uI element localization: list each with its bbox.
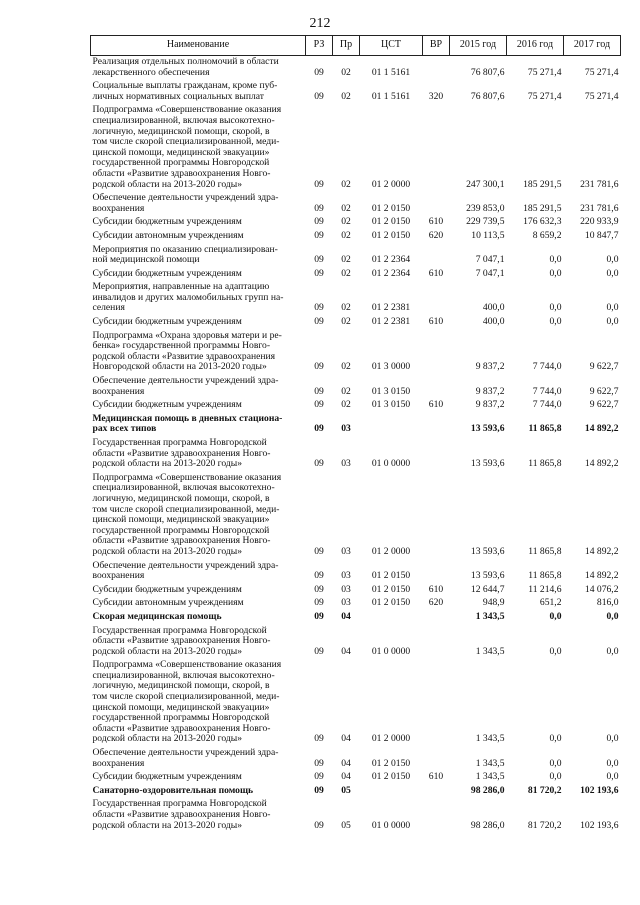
cell-2017: 0,0 bbox=[606, 733, 619, 745]
cell-name: Обеспечение деятельности учреждений здра- воохранения bbox=[92, 192, 279, 214]
cell-vr bbox=[423, 659, 450, 747]
cell-name: Обеспечение деятельности учреждений здра- воохранения bbox=[92, 559, 279, 582]
cell-2016: 176 632,3 bbox=[523, 216, 562, 228]
cell-vr bbox=[423, 437, 450, 472]
column-header-2017: 2017 год bbox=[564, 36, 621, 56]
table-row bbox=[91, 625, 621, 660]
cell-2017: 9 622,7 bbox=[589, 399, 619, 411]
cell-2017: 14 076,2 bbox=[584, 583, 619, 595]
table-row bbox=[91, 560, 621, 584]
cell-pr: 05 bbox=[341, 819, 351, 831]
cell-name: Подпрограмма «Совершенствование оказания специализированной, включая высокотехно- логичную, медицинской помощи, скорой, в том числе скорой специализированной, меди- цинской помощи, медицинской эвакуации» государственной программы Новгородской области «Развитие здравоохранения Новго- родской области на 2013-2020 годы» bbox=[92, 104, 282, 190]
cell-2015: 948,9 bbox=[482, 597, 505, 609]
cell-2016: 0,0 bbox=[549, 733, 562, 745]
cell-vr: 620 bbox=[428, 597, 444, 609]
table-row bbox=[91, 472, 621, 560]
cell-rz: 09 bbox=[314, 771, 324, 783]
cell-cst bbox=[360, 413, 423, 437]
cell-rz: 09 bbox=[314, 458, 324, 470]
cell-rz: 09 bbox=[314, 583, 324, 595]
cell-name: Субсидии бюджетным учреждениям bbox=[92, 267, 242, 279]
table-row bbox=[91, 399, 621, 413]
cell-2017: 0,0 bbox=[606, 316, 619, 328]
cell-pr: 02 bbox=[341, 361, 351, 373]
cell-rz: 09 bbox=[314, 570, 324, 582]
cell-rz: 09 bbox=[314, 423, 324, 435]
cell-2015: 400,0 bbox=[482, 302, 505, 314]
cell-2017: 9 622,7 bbox=[589, 385, 619, 397]
cell-rz: 09 bbox=[314, 645, 324, 657]
cell-pr: 02 bbox=[341, 302, 351, 314]
table-row bbox=[91, 747, 621, 771]
cell-2017: 0,0 bbox=[606, 302, 619, 314]
cell-vr bbox=[423, 560, 450, 584]
cell-rz: 09 bbox=[314, 229, 324, 241]
cell-vr bbox=[423, 56, 450, 81]
cell-2016: 0,0 bbox=[549, 254, 562, 266]
cell-name: Государственная программа Новгородской области «Развитие здравоохранения Новго- родской области на 2013-2020 годы» bbox=[92, 437, 271, 470]
cell-rz: 09 bbox=[314, 757, 324, 769]
cell-cst: 01 2 0150 bbox=[371, 597, 411, 609]
table-row bbox=[91, 56, 621, 81]
cell-2016: 651,2 bbox=[539, 597, 562, 609]
cell-pr: 02 bbox=[341, 90, 351, 102]
cell-pr: 02 bbox=[341, 385, 351, 397]
cell-cst: 01 2 0000 bbox=[371, 545, 411, 557]
cell-2016: 81 720,2 bbox=[527, 784, 562, 796]
cell-2017: 220 933,9 bbox=[580, 216, 619, 228]
cell-2017: 0,0 bbox=[606, 645, 619, 657]
cell-cst: 01 2 2364 bbox=[371, 254, 411, 266]
cell-2016: 8 659,2 bbox=[532, 229, 562, 241]
cell-pr: 03 bbox=[341, 597, 351, 609]
table-row bbox=[91, 659, 621, 747]
cell-2016: 7 744,0 bbox=[532, 399, 562, 411]
table-row bbox=[91, 216, 621, 230]
cell-2015: 13 593,6 bbox=[470, 570, 505, 582]
cell-name: Обеспечение деятельности учреждений здра- воохранения bbox=[92, 375, 279, 397]
cell-pr: 03 bbox=[341, 545, 351, 557]
cell-2017: 75 271,4 bbox=[584, 90, 619, 102]
table-row bbox=[91, 316, 621, 330]
cell-vr bbox=[423, 611, 450, 625]
cell-name: Скорая медицинская помощь bbox=[92, 610, 222, 622]
cell-name: Субсидии бюджетным учреждениям bbox=[92, 399, 242, 411]
cell-2015: 13 593,6 bbox=[470, 458, 505, 470]
cell-cst: 01 0 0000 bbox=[371, 819, 411, 831]
cell-name: Реализация отдельных полномочий в области лекарственного обеспечения bbox=[92, 56, 279, 78]
cell-name: Санаторно-оздоровительная помощь bbox=[92, 784, 254, 796]
cell-2017: 0,0 bbox=[606, 610, 619, 622]
cell-rz: 09 bbox=[314, 216, 324, 228]
cell-2015: 1 343,5 bbox=[475, 757, 505, 769]
table-row bbox=[91, 785, 621, 799]
cell-pr: 03 bbox=[341, 458, 351, 470]
table-row bbox=[91, 437, 621, 472]
cell-2017: 75 271,4 bbox=[584, 66, 619, 78]
cell-name: Субсидии бюджетным учреждениям bbox=[92, 316, 242, 328]
cell-2015: 247 300,1 bbox=[466, 178, 505, 190]
cell-vr bbox=[423, 104, 450, 192]
cell-2015: 1 343,5 bbox=[475, 733, 505, 745]
cell-2016: 7 744,0 bbox=[532, 385, 562, 397]
table-row bbox=[91, 584, 621, 598]
cell-cst: 01 2 0150 bbox=[371, 216, 411, 228]
cell-cst: 01 3 0150 bbox=[371, 399, 411, 411]
cell-2015: 9 837,2 bbox=[475, 385, 505, 397]
cell-cst: 01 0 0000 bbox=[371, 458, 411, 470]
cell-vr: 610 bbox=[428, 316, 444, 328]
cell-vr: 610 bbox=[428, 771, 444, 783]
cell-2015: 1 343,5 bbox=[475, 645, 505, 657]
cell-vr bbox=[423, 785, 450, 799]
cell-2017: 14 892,2 bbox=[584, 458, 619, 470]
cell-2017: 816,0 bbox=[596, 597, 619, 609]
cell-2015: 229 739,5 bbox=[466, 216, 505, 228]
cell-2017: 102 193,6 bbox=[580, 819, 619, 831]
cell-2015: 239 853,0 bbox=[466, 202, 505, 214]
table-row bbox=[91, 597, 621, 611]
cell-cst bbox=[360, 611, 423, 625]
cell-2017: 102 193,6 bbox=[580, 784, 619, 796]
cell-pr: 03 bbox=[341, 583, 351, 595]
cell-2017: 231 781,6 bbox=[580, 178, 619, 190]
cell-pr: 05 bbox=[341, 784, 351, 796]
cell-2017: 231 781,6 bbox=[580, 202, 619, 214]
cell-name: Государственная программа Новгородской области «Развитие здравоохранения Новго- родской области на 2013-2020 годы» bbox=[92, 798, 271, 831]
cell-2016: 11 865,8 bbox=[528, 570, 562, 582]
cell-vr bbox=[423, 192, 450, 216]
cell-name: Мероприятия по оказанию специализирован- ной медицинской помощи bbox=[92, 243, 278, 266]
cell-name: Субсидии бюджетным учреждениям bbox=[92, 216, 242, 228]
column-header-2015: 2015 год bbox=[450, 36, 507, 56]
page-number: 212 bbox=[309, 16, 331, 31]
cell-2016: 185 291,5 bbox=[523, 178, 562, 190]
cell-2015: 13 593,6 bbox=[470, 545, 505, 557]
budget-table bbox=[90, 35, 621, 833]
cell-vr bbox=[423, 472, 450, 560]
cell-vr bbox=[423, 625, 450, 660]
cell-name: Государственная программа Новгородской области «Развитие здравоохранения Новго- родской области на 2013-2020 годы» bbox=[92, 624, 271, 657]
cell-2017: 14 892,2 bbox=[584, 570, 619, 582]
cell-2017: 9 622,7 bbox=[589, 361, 619, 373]
cell-cst: 01 2 0150 bbox=[371, 583, 411, 595]
cell-2015: 9 837,2 bbox=[475, 361, 505, 373]
cell-2015: 76 807,6 bbox=[470, 66, 505, 78]
cell-2016: 11 865,8 bbox=[528, 545, 562, 557]
cell-name: Субсидии автономным учреждениям bbox=[92, 597, 244, 609]
column-header-name: Наименование bbox=[91, 36, 306, 56]
cell-vr bbox=[423, 375, 450, 399]
cell-2016: 75 271,4 bbox=[527, 66, 562, 78]
cell-2015: 7 047,1 bbox=[475, 267, 505, 279]
cell-2015: 400,0 bbox=[482, 316, 505, 328]
cell-cst: 01 1 5161 bbox=[371, 66, 411, 78]
cell-name: Медицинская помощь в дневных стациона- рах всех типов bbox=[92, 412, 283, 435]
cell-vr bbox=[423, 798, 450, 833]
cell-vr: 610 bbox=[428, 583, 444, 595]
cell-2016: 185 291,5 bbox=[523, 202, 562, 214]
cell-2015: 13 593,6 bbox=[470, 423, 505, 435]
cell-2015: 7 047,1 bbox=[475, 254, 505, 266]
cell-pr: 02 bbox=[341, 178, 351, 190]
cell-2015: 1 343,5 bbox=[475, 610, 505, 622]
cell-pr: 04 bbox=[341, 733, 351, 745]
table-row bbox=[91, 244, 621, 268]
table-row bbox=[91, 281, 621, 316]
cell-pr: 03 bbox=[341, 570, 351, 582]
cell-vr bbox=[423, 281, 450, 316]
table-row bbox=[91, 413, 621, 437]
cell-pr: 02 bbox=[341, 66, 351, 78]
cell-pr: 02 bbox=[341, 267, 351, 279]
cell-pr: 04 bbox=[341, 645, 351, 657]
cell-2016: 0,0 bbox=[549, 267, 562, 279]
cell-cst: 01 2 0000 bbox=[371, 733, 411, 745]
table-row bbox=[91, 192, 621, 216]
cell-name: Субсидии бюджетным учреждениям bbox=[92, 771, 242, 783]
cell-name: Субсидии бюджетным учреждениям bbox=[92, 583, 242, 595]
cell-vr: 610 bbox=[428, 216, 444, 228]
cell-2017: 14 892,2 bbox=[584, 423, 619, 435]
cell-cst: 01 2 0150 bbox=[371, 757, 411, 769]
cell-rz: 09 bbox=[314, 90, 324, 102]
cell-rz: 09 bbox=[314, 399, 324, 411]
cell-2015: 12 644,7 bbox=[470, 583, 505, 595]
cell-2016: 0,0 bbox=[549, 771, 562, 783]
cell-cst: 01 3 0150 bbox=[371, 385, 411, 397]
column-header-2016: 2016 год bbox=[507, 36, 564, 56]
cell-2016: 0,0 bbox=[549, 610, 562, 622]
cell-2016: 81 720,2 bbox=[527, 819, 562, 831]
cell-2016: 11 865,8 bbox=[528, 458, 562, 470]
cell-2016: 0,0 bbox=[549, 645, 562, 657]
cell-2016: 11 214,6 bbox=[528, 583, 562, 595]
cell-2016: 11 865,8 bbox=[528, 423, 562, 435]
table-row bbox=[91, 104, 621, 192]
table-row bbox=[91, 80, 621, 104]
column-header-pr: Пр bbox=[333, 36, 360, 56]
table-row bbox=[91, 230, 621, 244]
cell-pr: 02 bbox=[341, 229, 351, 241]
cell-rz: 09 bbox=[314, 610, 324, 622]
cell-vr: 320 bbox=[428, 90, 444, 102]
cell-2017: 0,0 bbox=[606, 771, 619, 783]
cell-rz: 09 bbox=[314, 819, 324, 831]
cell-pr: 02 bbox=[341, 399, 351, 411]
cell-vr bbox=[423, 244, 450, 268]
cell-2016: 0,0 bbox=[549, 302, 562, 314]
cell-rz: 09 bbox=[314, 254, 324, 266]
cell-2016: 0,0 bbox=[549, 316, 562, 328]
cell-cst: 01 2 2381 bbox=[371, 316, 411, 328]
cell-vr: 610 bbox=[428, 399, 444, 411]
table-row bbox=[91, 375, 621, 399]
cell-rz: 09 bbox=[314, 267, 324, 279]
cell-2017: 10 847,7 bbox=[584, 229, 619, 241]
cell-2015: 98 286,0 bbox=[470, 784, 505, 796]
table-row bbox=[91, 330, 621, 375]
column-header-vr: ВР bbox=[423, 36, 450, 56]
table-header-row bbox=[91, 36, 621, 56]
cell-cst: 01 2 2381 bbox=[371, 302, 411, 314]
cell-rz: 09 bbox=[314, 597, 324, 609]
cell-rz: 09 bbox=[314, 66, 324, 78]
cell-2015: 98 286,0 bbox=[470, 819, 505, 831]
cell-name: Подпрограмма «Совершенствование оказания специализированной, включая высокотехно- логичную, медицинской помощи, скорой, в том числе скорой специализированной, меди- цинской помощи, медицинской эвакуации» государственной программы Новгородской области «Развитие здравоохранения Новго- родской области на 2013-2020 годы» bbox=[92, 471, 282, 557]
cell-vr bbox=[423, 747, 450, 771]
cell-name: Субсидии автономным учреждениям bbox=[92, 229, 244, 241]
cell-2017: 14 892,2 bbox=[584, 545, 619, 557]
cell-2016: 7 744,0 bbox=[532, 361, 562, 373]
cell-cst: 01 2 0000 bbox=[371, 178, 411, 190]
cell-vr: 620 bbox=[428, 229, 444, 241]
cell-2016: 0,0 bbox=[549, 757, 562, 769]
cell-rz: 09 bbox=[314, 545, 324, 557]
cell-vr bbox=[423, 413, 450, 437]
column-header-rz: РЗ bbox=[306, 36, 333, 56]
cell-rz: 09 bbox=[314, 784, 324, 796]
cell-cst: 01 2 0150 bbox=[371, 229, 411, 241]
cell-2015: 9 837,2 bbox=[475, 399, 505, 411]
cell-rz: 09 bbox=[314, 385, 324, 397]
cell-name: Подпрограмма «Совершенствование оказания специализированной, включая высокотехно- логичную, медицинской помощи, скорой, в том числе скорой специализированной, меди- цинской помощи, медицинской эвакуации» государственной программы Новгородской области «Развитие здравоохранения Новго- родской области на 2013-2020 годы» bbox=[92, 659, 282, 745]
cell-rz: 09 bbox=[314, 178, 324, 190]
cell-2015: 76 807,6 bbox=[470, 90, 505, 102]
cell-vr bbox=[423, 330, 450, 375]
cell-name: Обеспечение деятельности учреждений здра- воохранения bbox=[92, 747, 279, 769]
table-row bbox=[91, 611, 621, 625]
cell-rz: 09 bbox=[314, 302, 324, 314]
table-body bbox=[91, 56, 621, 834]
cell-pr: 04 bbox=[341, 757, 351, 769]
cell-cst bbox=[360, 785, 423, 799]
cell-cst: 01 2 0150 bbox=[371, 202, 411, 214]
cell-rz: 09 bbox=[314, 733, 324, 745]
cell-2017: 0,0 bbox=[606, 757, 619, 769]
cell-2017: 0,0 bbox=[606, 254, 619, 266]
cell-rz: 09 bbox=[314, 316, 324, 328]
table-row bbox=[91, 798, 621, 833]
cell-rz: 09 bbox=[314, 202, 324, 214]
cell-name: Социальные выплаты гражданам, кроме пуб- личных нормативных социальных выплат bbox=[92, 80, 278, 102]
cell-cst: 01 2 0150 bbox=[371, 771, 411, 783]
cell-pr: 02 bbox=[341, 202, 351, 214]
cell-pr: 02 bbox=[341, 254, 351, 266]
cell-cst: 01 3 0000 bbox=[371, 361, 411, 373]
table-row bbox=[91, 268, 621, 282]
table-row bbox=[91, 771, 621, 785]
cell-2017: 0,0 bbox=[606, 267, 619, 279]
cell-2016: 75 271,4 bbox=[527, 90, 562, 102]
cell-pr: 03 bbox=[341, 423, 351, 435]
cell-rz: 09 bbox=[314, 361, 324, 373]
cell-2015: 10 113,5 bbox=[471, 229, 505, 241]
cell-cst: 01 2 0150 bbox=[371, 570, 411, 582]
cell-pr: 04 bbox=[341, 771, 351, 783]
cell-pr: 02 bbox=[341, 216, 351, 228]
cell-name: Мероприятия, направленные на адаптацию инвалидов и других маломобильных групп на- селения bbox=[92, 281, 284, 314]
cell-pr: 04 bbox=[341, 610, 351, 622]
cell-cst: 01 2 2364 bbox=[371, 267, 411, 279]
column-header-cst: ЦСТ bbox=[360, 36, 423, 56]
cell-pr: 02 bbox=[341, 316, 351, 328]
cell-cst: 01 1 5161 bbox=[371, 90, 411, 102]
cell-cst: 01 0 0000 bbox=[371, 645, 411, 657]
cell-vr: 610 bbox=[428, 267, 444, 279]
cell-name: Подпрограмма «Охрана здоровья матери и ре- бенка» государственной программы Новго- родской области «Развитие здравоохранения Новгородской области на 2013-2020 годы» bbox=[92, 329, 282, 373]
cell-2015: 1 343,5 bbox=[475, 771, 505, 783]
